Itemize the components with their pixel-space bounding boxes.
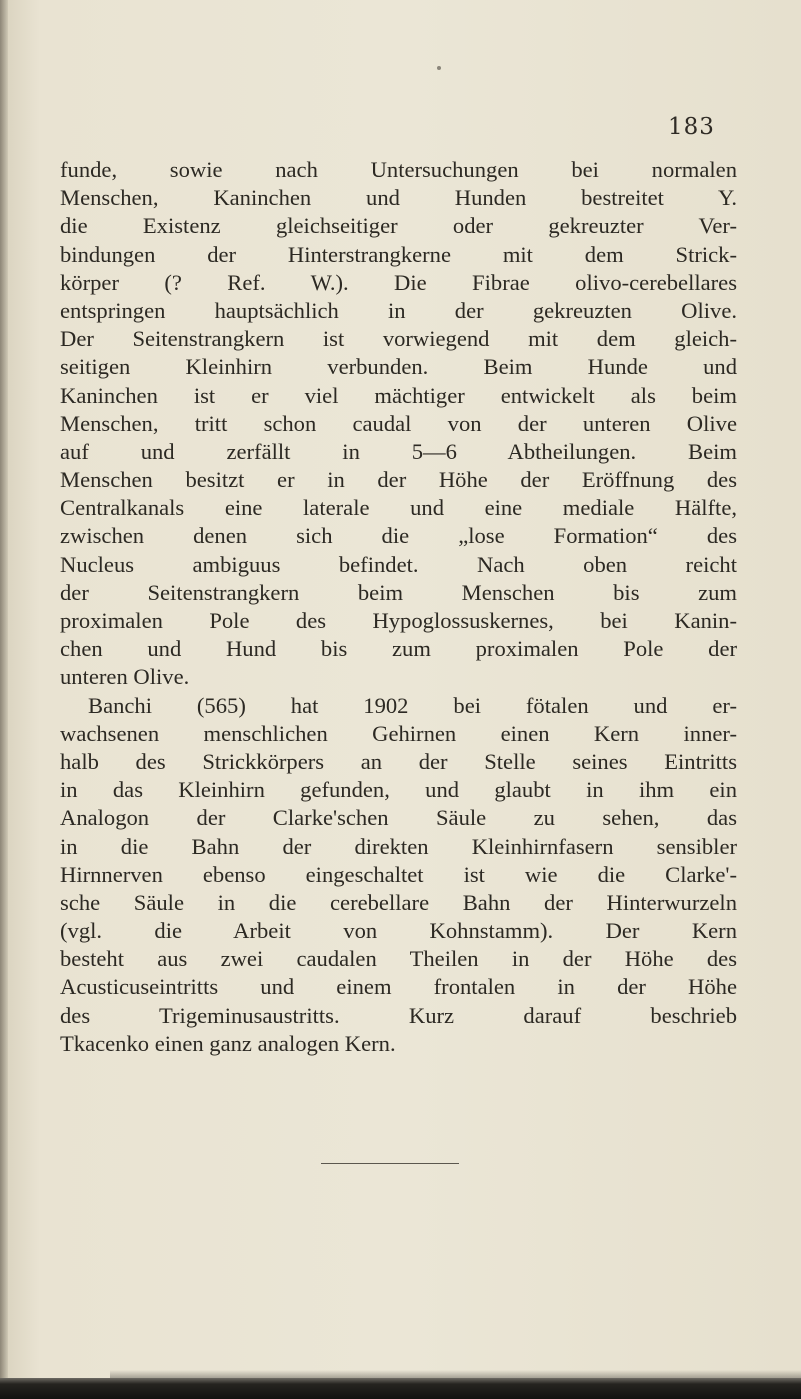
text-line: auf und zerfällt in 5—6 Abtheilungen. Beim <box>60 438 737 464</box>
text-line: Tkacenko einen ganz analogen Kern. <box>60 1030 396 1056</box>
text-line: entspringen hauptsächlich in der gekreuzten Olive. <box>60 297 737 323</box>
text-line: Kaninchen ist er viel mächtiger entwickelt als beim <box>60 382 737 408</box>
text-line: Der Seitenstrangkern ist vorwiegend mit dem gleich- <box>60 326 737 352</box>
text-line: wachsenen menschlichen Gehirnen einen Kern inner- <box>60 720 737 746</box>
text-line: halb des Strickkörpers an der Stelle seines Eintritts <box>60 748 737 774</box>
text-line: Analogon der Clarke'schen Säule zu sehen, das <box>60 805 737 831</box>
text-line: des Trigeminusaustritts. Kurz darauf beschrieb <box>60 1002 737 1028</box>
page-number: 183 <box>668 114 715 140</box>
text-line: Menschen, tritt schon caudal von der unteren Olive <box>60 410 737 436</box>
text-line: sche Säule in die cerebellare Bahn der Hinterwurzeln <box>60 889 737 915</box>
text-line: Hirnnerven ebenso eingeschaltet ist wie die Clarke'- <box>60 861 737 887</box>
text-line: Menschen, Kaninchen und Hunden bestreitet Y. <box>60 185 737 211</box>
text-line: Centralkanals eine laterale und eine mediale Hälfte, <box>60 495 737 521</box>
text-line: der Seitenstrangkern beim Menschen bis zum <box>60 579 737 605</box>
paper-speck <box>437 66 441 70</box>
text-line: seitigen Kleinhirn verbunden. Beim Hunde und <box>60 354 737 380</box>
scan-bottom-edge <box>0 1378 801 1399</box>
body-text <box>60 156 737 1058</box>
page-spine-shadow <box>0 0 8 1399</box>
text-line: unteren Olive. <box>60 664 190 690</box>
text-line: körper (? Ref. W.). Die Fibrae olivo-cerebellares <box>60 269 737 295</box>
text-line: die Existenz gleichseitiger oder gekreuzter Ver- <box>60 213 737 239</box>
text-line: zwischen denen sich die „lose Formation“ des <box>60 523 737 549</box>
text-line: (vgl. die Arbeit von Kohnstamm). Der Kern <box>60 918 737 944</box>
text-line: in die Bahn der direkten Kleinhirnfasern sensibler <box>60 833 737 859</box>
text-line: Banchi (565) hat 1902 bei fötalen und er- <box>88 692 737 718</box>
text-line: proximalen Pole des Hypoglossuskernes, bei Kanin- <box>60 608 737 633</box>
page-bottom-shadow <box>110 1370 801 1378</box>
text-line: Menschen besitzt er in der Höhe der Eröffnung des <box>60 467 737 493</box>
text-line: in das Kleinhirn gefunden, und glaubt in ihm ein <box>60 777 737 803</box>
section-divider <box>321 1163 459 1164</box>
text-line: Acusticuseintritts und einem frontalen in der Höhe <box>60 974 737 1000</box>
text-line: bindungen der Hinterstrangkerne mit dem Strick- <box>60 241 737 267</box>
text-line: besteht aus zwei caudalen Theilen in der Höhe des <box>60 946 737 972</box>
text-line: Nucleus ambiguus befindet. Nach oben reicht <box>60 551 737 577</box>
text-line: funde, sowie nach Untersuchungen bei normalen <box>60 157 737 182</box>
text-line: chen und Hund bis zum proximalen Pole der <box>60 636 737 662</box>
